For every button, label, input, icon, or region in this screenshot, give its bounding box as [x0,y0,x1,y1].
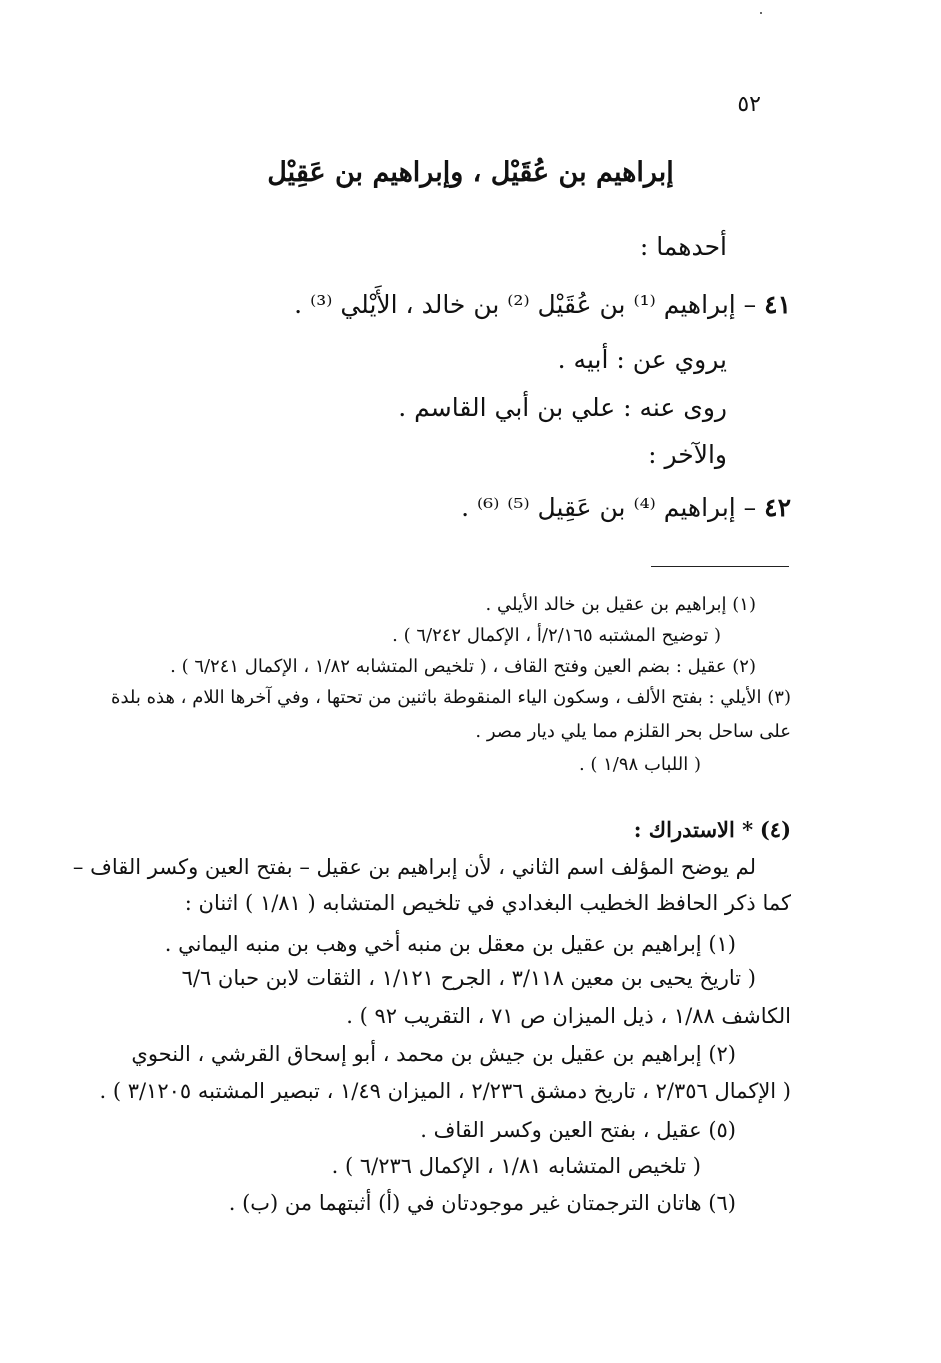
entry-42 [461,493,791,523]
entry-41-text: – إبراهيم ⁽¹⁾ بن عُقَيْل ⁽²⁾ بن خالد ، الأَيْلي ⁽³⁾ . [294,290,757,319]
note-4-line-2: كما ذكر الحافظ الخطيب البغدادي في تلخيص المتشابه ( ١/٨١ ) اثنان : [184,891,791,915]
footnote-2: (٢) عقيل : بضم العين وفتح القاف ، ( تلخيص المتشابه ١/٨٢ ، الإكمال ٦/٢٤١ ) . [170,656,756,677]
note-6: (٦) هاتان الترجمتان غير موجودتان في (أ) أثبتهما من (ب) . [228,1191,736,1215]
note-4-item-1-ref-1: ( تاريخ يحيى بن معين ٣/١١٨ ، الجرح ١/١٢١ ، الثقات لابن حبان ٦/٦ [181,966,756,990]
page-number: ٥٢ [737,92,761,117]
note-4-item-2-ref: ( الإكمال ٢/٣٥٦ ، تاريخ دمشق ٢/٢٣٦ ، الميزان ١/٤٩ ، تبصير المشتبه ٣/١٢٠٥ ) . [99,1079,791,1103]
scan-speck [760,12,762,14]
note-4-item-1: (١) إبراهيم بن عقيل بن معقل بن منبه أخي وهب بن منبه اليماني . [164,932,736,956]
first-label: أحدهما : [639,232,727,261]
note-4-title: * الاستدراك : [633,817,754,842]
note-4-item-2: (٢) إبراهيم بن عقيل بن جيش بن محمد ، أبو إسحاق القرشي ، النحوي [131,1042,736,1066]
footnote-1-line-1: (١) إبراهيم بن عقيل بن خالد الأيلي . [485,594,756,615]
note-4-item-1-ref-2: الكاشف ١/٨٨ ، ذيل الميزان ص ٧١ ، التقريب ٩٢ ) . [346,1004,791,1028]
page-title: إبراهيم بن عُقَيْل ، وإبراهيم بن عَقِيْل [267,157,674,188]
footnote-1-line-2: ( توضيح المشتبه ٢/١٦٥/أ ، الإكمال ٦/٢٤٢ ) . [392,625,721,646]
note-4-line-1: لم يوضح المؤلف اسم الثاني ، لأن إبراهيم بن عقيل – بفتح العين وكسر القاف – [72,855,756,879]
entry-41-narrated-by: روى عنه : علي بن أبي القاسم . [398,393,727,422]
footnote-3-line-1: (٣) الأيلي : بفتح الألف ، وسكون الياء المنقوطة باثنين من تحتها ، وفي آخرها اللام ، هذه بلدة [111,687,791,708]
note-5: (٥) عقيل ، بفتح العين وكسر القاف . [420,1118,736,1142]
entry-42-number: ٤٢ [764,493,791,522]
second-label: والآخر : [648,440,727,469]
note-4-number: (٤) [759,817,791,842]
entry-41 [294,290,791,320]
footnote-3-line-2: على ساحل بحر القلزم مما يلي ديار مصر . [475,721,791,742]
entry-42-text: – إبراهيم ⁽⁴⁾ بن عَقِيل ⁽⁵⁾ ⁽⁶⁾ . [461,493,757,522]
note-4-heading [634,817,791,843]
entry-41-number: ٤١ [764,290,791,319]
footnote-separator [651,566,789,567]
entry-41-narrates: يروي عن : أبيه . [557,345,727,374]
footnote-3-line-3: ( اللباب ١/٩٨ ) . [578,754,701,775]
note-5-ref: ( تلخيص المتشابه ١/٨١ ، الإكمال ٦/٢٣٦ ) . [331,1154,701,1178]
